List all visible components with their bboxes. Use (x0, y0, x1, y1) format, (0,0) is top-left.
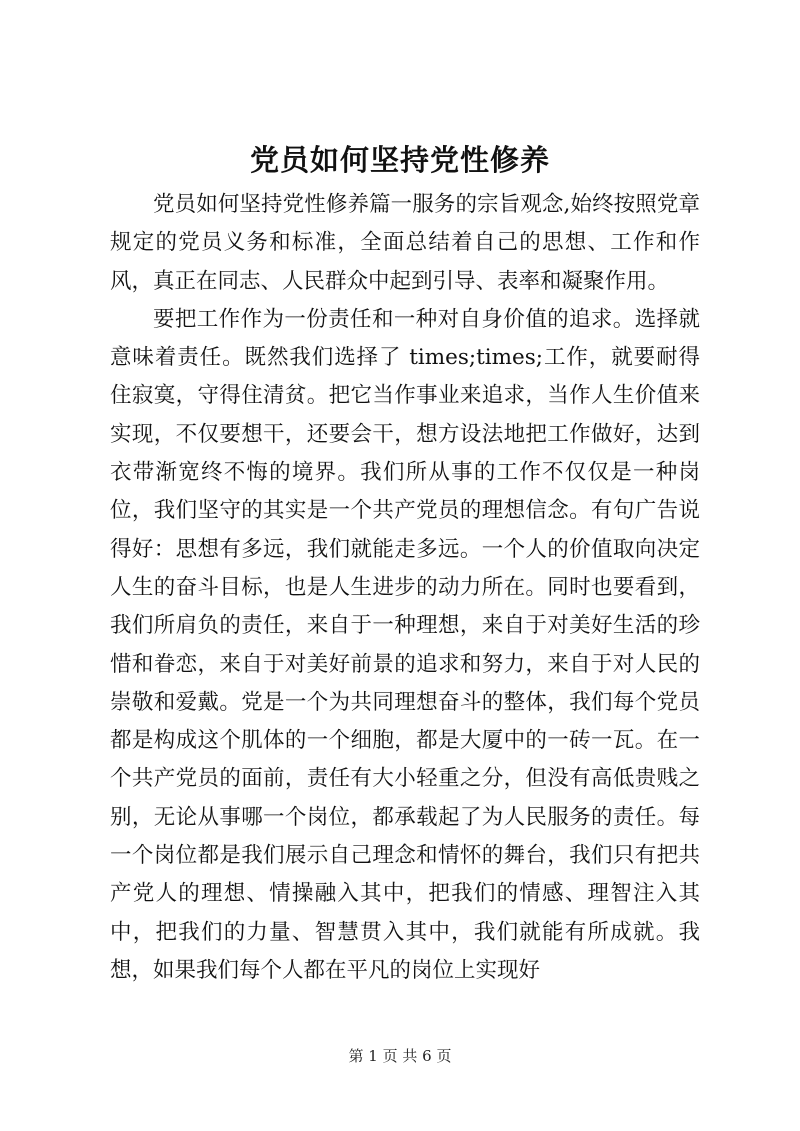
paragraph-1: 党员如何坚持党性修养篇一服务的宗旨观念,始终按照党章规定的党员义务和标准，全面总结着自己的思想、工作和作风，真正在同志、人民群众中起到引导、表率和凝聚作用。 (110, 192, 700, 294)
document-body (110, 186, 700, 990)
paragraph-2: 要把工作作为一份责任和一种对自身价值的追求。选择就意味着责任。既然我们选择了 times;times;工作，就要耐得住寂寞，守得住清贫。把它当作事业来追求，当作人生价值来实现，不仅要想干，还要会干，想方设法地把工作做好，达到衣带渐宽终不悔的境界。我们所从事的工作不仅仅是一种岗位，我们坚守的其实是一个共产党员的理想信念。有句广告说得好：思想有多远，我们就能走多远。一个人的价值取向决定人生的奋斗目标，也是人生进步的动力所在。同时也要看到，我们所肩负的责任，来自于一种理想，来自于对美好生活的珍惜和眷恋，来自于对美好前景的追求和努力，来自于对人民的崇敬和爱戴。党是一个为共同理想奋斗的整体，我们每个党员都是构成这个肌体的一个细胞，都是大厦中的一砖一瓦。在一个共产党员的面前，责任有大小轻重之分，但没有高低贵贱之别，无论从事哪一个岗位，都承载起了为人民服务的责任。每一个岗位都是我们展示自己理念和情怀的舞台，我们只有把共产党人的理想、情操融入其中，把我们的情感、理智注入其中，把我们的力量、智慧贯入其中，我们就能有所成就。我想，如果我们每个人都在平凡的岗位上实现好 (110, 306, 700, 983)
page-footer: 第 1 页 共 6 页 (348, 1047, 452, 1065)
document-title: 党员如何坚持党性修养 (249, 143, 550, 177)
